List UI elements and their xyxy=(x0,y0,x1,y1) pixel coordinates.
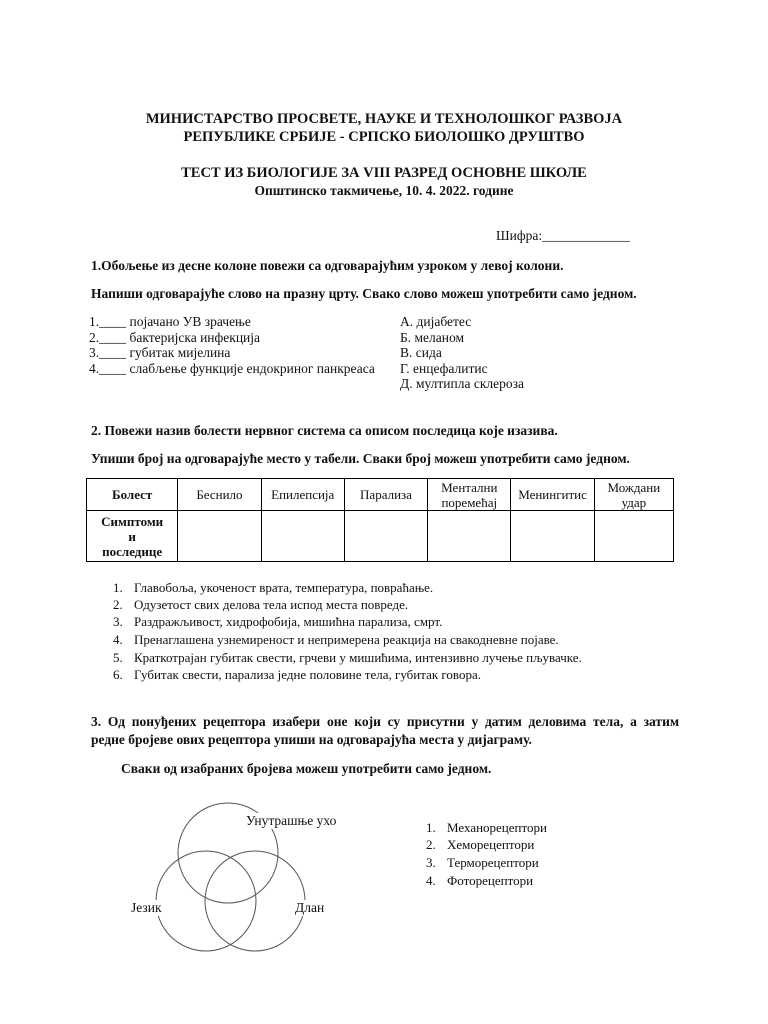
list-text: Раздражљивост, хидрофобија, мишићна парализа, смрт. xyxy=(134,614,443,629)
table-header-cell: Мождани удар xyxy=(594,479,673,511)
venn-label-palm: Длан xyxy=(295,900,325,915)
q2-list-item xyxy=(113,650,582,666)
q1-right-item: Д. мултипла склероза xyxy=(400,376,524,391)
q1-prompt: 1.Обољење из десне колоне повежи са одговарајућим узроком у левој колони. xyxy=(91,258,564,273)
q1-left-item: 4.____ слабљење функције ендокриног панкреаса xyxy=(89,360,375,376)
answer-cell[interactable] xyxy=(428,511,511,562)
q2-list-item xyxy=(113,614,442,630)
q3-prompt-line-1: 3. Од понуђених рецептора изабери оне који су присутни у датим деловима тела, а затим xyxy=(91,714,680,729)
q2-instruction: Упиши број на одговарајуће место у табели. Сваки број можеш употребити само једном. xyxy=(91,451,630,466)
code-field-label: Шифра:_____________ xyxy=(496,228,630,243)
table-row xyxy=(87,511,674,562)
list-number: 1. xyxy=(426,820,436,835)
q2-list-item xyxy=(113,597,408,613)
list-number: 4. xyxy=(426,873,436,888)
list-number: 2. xyxy=(426,837,436,852)
list-text: Губитак свести, парализа једне половине тела, губитак говора. xyxy=(134,667,481,682)
venn-label-tongue: Језик xyxy=(131,900,162,915)
q1-left-item: 3.____ губитак мијелина xyxy=(89,345,231,360)
answer-cell[interactable] xyxy=(261,511,344,562)
list-text: Фоторецептори xyxy=(447,873,534,888)
table-header-cell: Епилепсија xyxy=(261,479,344,511)
list-number: 6. xyxy=(113,667,123,682)
table-header-cell: Менингитис xyxy=(511,479,594,511)
list-number: 5. xyxy=(113,650,123,665)
ministry-line-2: РЕПУБЛИКЕ СРБИЈЕ - СРПСКО БИОЛОШКО ДРУШТВО xyxy=(183,129,585,145)
venn-label-inner-ear: Унутрашње ухо xyxy=(246,813,337,828)
q1-right-item: А. дијабетес xyxy=(400,314,472,329)
list-text: Одузетост свих делова тела испод места повреде. xyxy=(134,597,409,612)
list-text: Главобоља, укоченост врата, температура, повраћање. xyxy=(134,580,434,595)
receptor-item xyxy=(426,837,534,853)
q2-list-item xyxy=(113,667,481,683)
table-header-cell: Беснило xyxy=(178,479,261,511)
q2-list-item xyxy=(113,580,433,596)
q2-prompt: 2. Повежи назив болести нервног система са описом последица које изазива. xyxy=(91,423,558,438)
list-number: 3. xyxy=(113,614,123,629)
q1-right-column xyxy=(400,314,524,392)
list-number: 2. xyxy=(113,597,123,612)
receptor-item xyxy=(426,855,539,871)
list-text: Пренаглашена узнемиреност и непримерена реакција на свакодневне појаве. xyxy=(134,632,559,647)
q1-right-item: Г. енцефалитис xyxy=(400,360,488,376)
list-text: Краткотрајан губитак свести, грчеви у мишићима, интензивно лучење пљувачке. xyxy=(134,650,582,665)
q3-instruction: Сваки од изабраних бројева можеш употребити само једном. xyxy=(121,761,492,776)
answer-cell[interactable] xyxy=(344,511,427,562)
answer-cell[interactable] xyxy=(178,511,261,562)
list-text: Терморецептори xyxy=(447,855,539,870)
table-header-disease: Болест xyxy=(87,479,178,511)
q1-instruction: Напиши одговарајуће слово на празну црту. Свако слово можеш употребити само једном. xyxy=(91,286,637,301)
disease-table xyxy=(86,478,674,562)
list-number: 1. xyxy=(113,580,123,595)
answer-cell[interactable] xyxy=(594,511,673,562)
list-text: Механорецептори xyxy=(447,820,547,835)
table-row xyxy=(87,479,674,511)
table-header-symptoms: Симптоми и последице xyxy=(87,511,178,562)
q1-left-item: 2.____ бактеријска инфекција xyxy=(89,329,261,345)
table-header-cell: Парализа xyxy=(344,479,427,511)
q1-left-item: 1.____ појачано УВ зрачење xyxy=(89,314,251,329)
venn-circle-palm xyxy=(205,851,305,951)
receptor-item xyxy=(426,820,547,836)
list-number: 4. xyxy=(113,632,123,647)
ministry-line-1: МИНИСТАРСТВО ПРОСВЕТЕ, НАУКЕ И ТЕХНОЛОШКОГ РАЗВОЈА xyxy=(145,111,623,127)
table-header-cell: Ментални поремећај xyxy=(428,479,511,511)
list-text: Хеморецептори xyxy=(447,837,535,852)
q1-right-item: Б. меланом xyxy=(400,329,465,345)
q2-list-item xyxy=(113,632,559,648)
receptor-item xyxy=(426,873,533,889)
answer-cell[interactable] xyxy=(511,511,594,562)
test-title: ТЕСТ ИЗ БИОЛОГИЈЕ ЗА VIII РАЗРЕД ОСНОВНЕ ШКОЛЕ xyxy=(181,165,587,181)
test-subtitle: Општинско такмичење, 10. 4. 2022. године xyxy=(254,183,514,198)
list-number: 3. xyxy=(426,855,436,870)
q1-right-item: В. сида xyxy=(400,345,442,360)
q1-left-column xyxy=(89,314,375,376)
q3-prompt-line-2: редне бројеве ових рецептора упиши на одговарајућа места у дијаграму. xyxy=(91,732,532,747)
